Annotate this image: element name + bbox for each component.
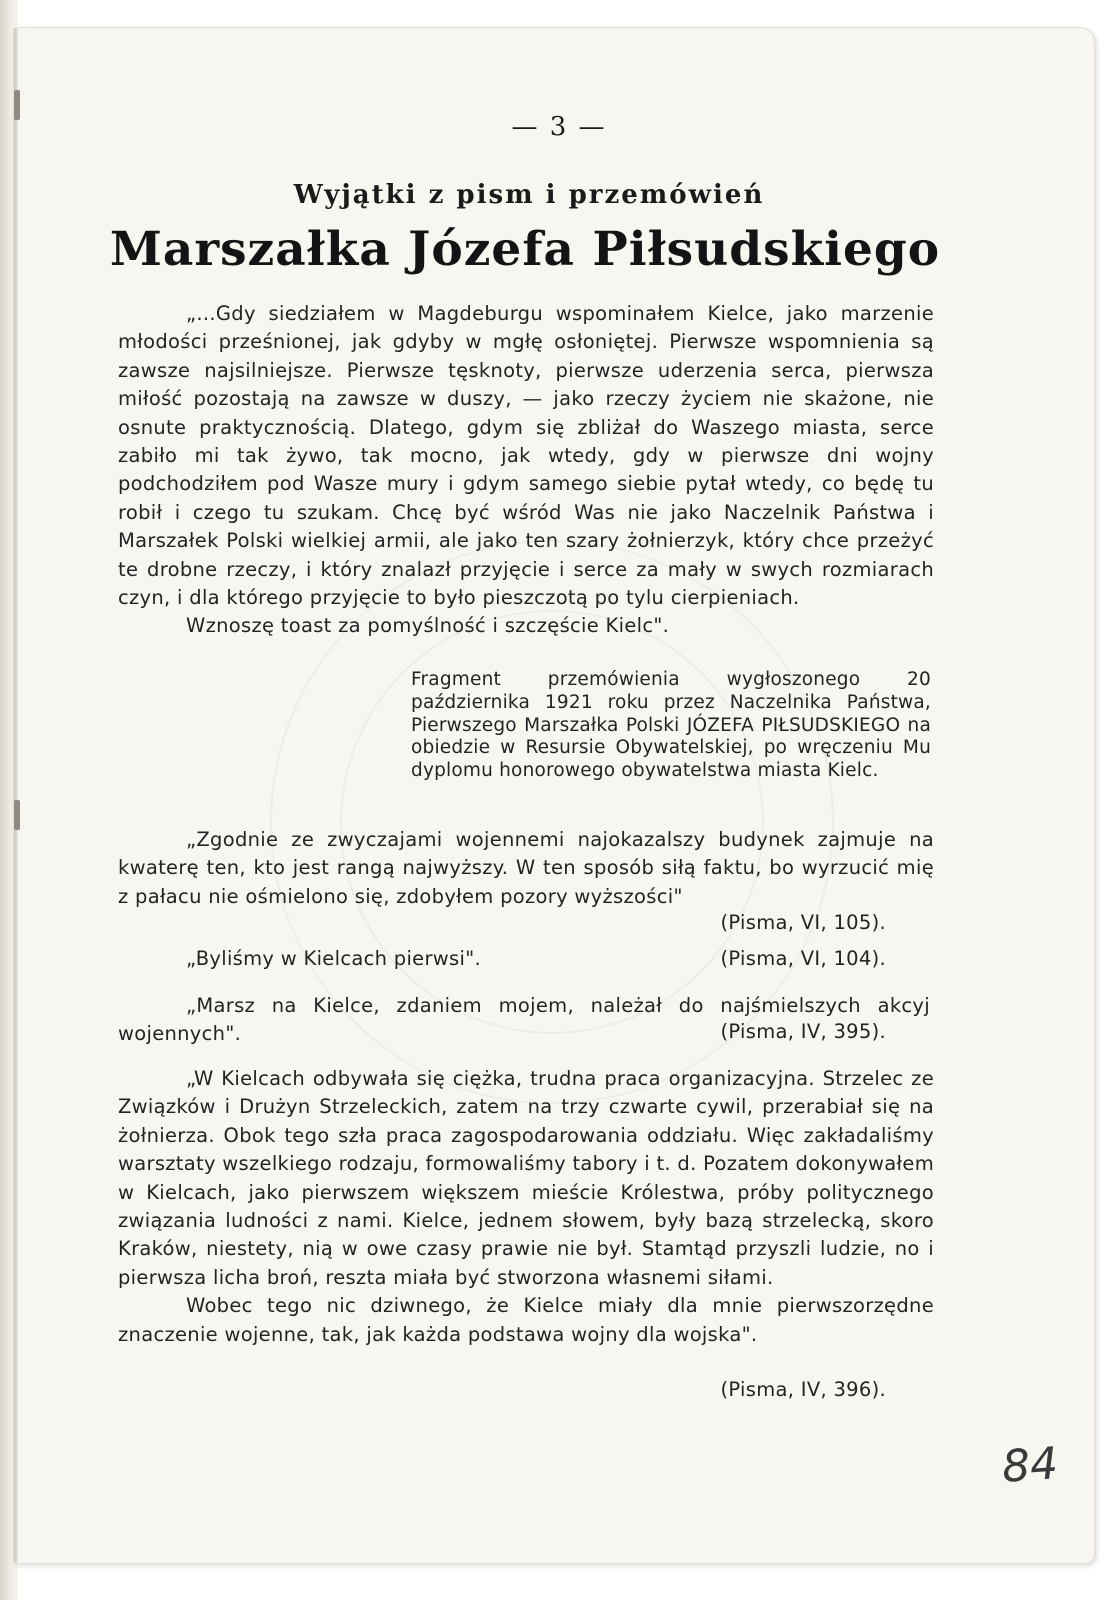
quote-march-text: „Marsz na Kielce, zdaniem mojem, należał do najśmielszych akcyj wojennych". [118,994,930,1046]
quote-magdeburg-toast: Wznoszę toast za pomyślność i szczęście Kielc". [186,614,670,638]
quote-work-paragraph: „W Kielcach odbywała się ciężka, trudna praca organizacyjna. Strzelec ze Związków i Drużyn Strzeleckich, zatem na trzy czwarte cywil, przerabiał się na żołnierza. Obok tego szła praca zagospodarowania oddziału. Więc zakładaliśmy warsztaty wszelkiego rodzaju, formowaliśmy tabory i t. d. Pozatem dokonywałem w Kielcach, jako pierwszem większem mieście Królestwa, próby politycznego związania ludności z nami. Kielce, jednem słowem, były bazą strzelecką, skoro Kraków, niestety, nią w owe czasy prawie nie był. Stamtąd przyszli ludzie, no i pierwsza licha broń, reszta miała być stworzona własnemi siłami. [118,1067,934,1289]
heading-subtitle: Wyjątki z pism i przemówień [293,180,765,210]
quote-magdeburg-caption: Fragment przemówienia wygłoszonego 20 października 1921 roku przez Naczelnika Państwa, Pierwszego Marszałka Polski JÓZEFA PIŁSUDSKIEGO na obiedzie w Resursie Obywatelskiej, po wręczeniu Mu dyplomu honorowego obywatelstwa miasta Kielc. [411,669,931,782]
quote-work-source: (Pisma, IV, 396). [720,1378,886,1401]
handwritten-archive-number: 84 [1000,1438,1060,1493]
quote-first-text: „Byliśmy w Kielcach pierwsi". [186,947,481,970]
page-number: — 3 — [511,112,607,142]
quote-work-paragraph-2: Wobec tego nic dziwnego, że Kielce miały dla mnie pierwszorzędne znaczenie wojenne, tak, jak każda podstawa wojny dla wojska". [118,1294,934,1346]
quote-march-source: (Pisma, IV, 395). [720,1020,886,1043]
quote-work [118,1065,934,1349]
quote-magdeburg [118,300,934,641]
quote-magdeburg-paragraph: „...Gdy siedziałem w Magdeburgu wspominałem Kielce, jako marzenie młodości prześnionej, jak gdyby w mgłę osłoniętej. Pierwsze wspomnienia są zawsze najsilniejsze. Pierwsze tęsknoty, pierwsze uderzenia serca, pierwsza miłość pozostają na zawsze w duszy, — jako rzeczy życiem nie skażone, nie osnute praktycznością. Dlatego, gdym się zbliżał do Waszego miasta, serce zabiło mi tak żywo, tak mocno, jak wtedy, gdy w pierwsze dni wojny podchodziłem pod Wasze mury i gdym samego siebie pytał wtedy, co będę tu robił i czego tu szukam. Chcę być wśród Was nie jako Naczelnik Państwa i Marszałek Polski wielkiej armii, ale jako ten szary żołnierzyk, który chce przeżyć te drobne rzeczy, i który znalazł przyjęcie i serce za mały w swych rozmiarach czyn, i dla którego przyjęcie to było pieszczotą po tylu cierpieniach. [118,302,934,610]
quote-palace-text: „Zgodnie ze zwyczajami wojennemi najokazalszy budynek zajmuje na kwaterę ten, kto jest rangą najwyższy. W ten sposób siłą faktu, bo wyrzucić mię z pałacu nie ośmielono się, zdobyłem pozory wyższości" [118,828,934,908]
quote-palace [118,826,934,911]
quote-first-source: (Pisma, VI, 104). [720,947,886,970]
quote-palace-source: (Pisma, VI, 105). [720,911,886,934]
heading-title: Marszałka Józefa Piłsudskiego [109,222,941,277]
binding-staple-mark [14,800,20,830]
